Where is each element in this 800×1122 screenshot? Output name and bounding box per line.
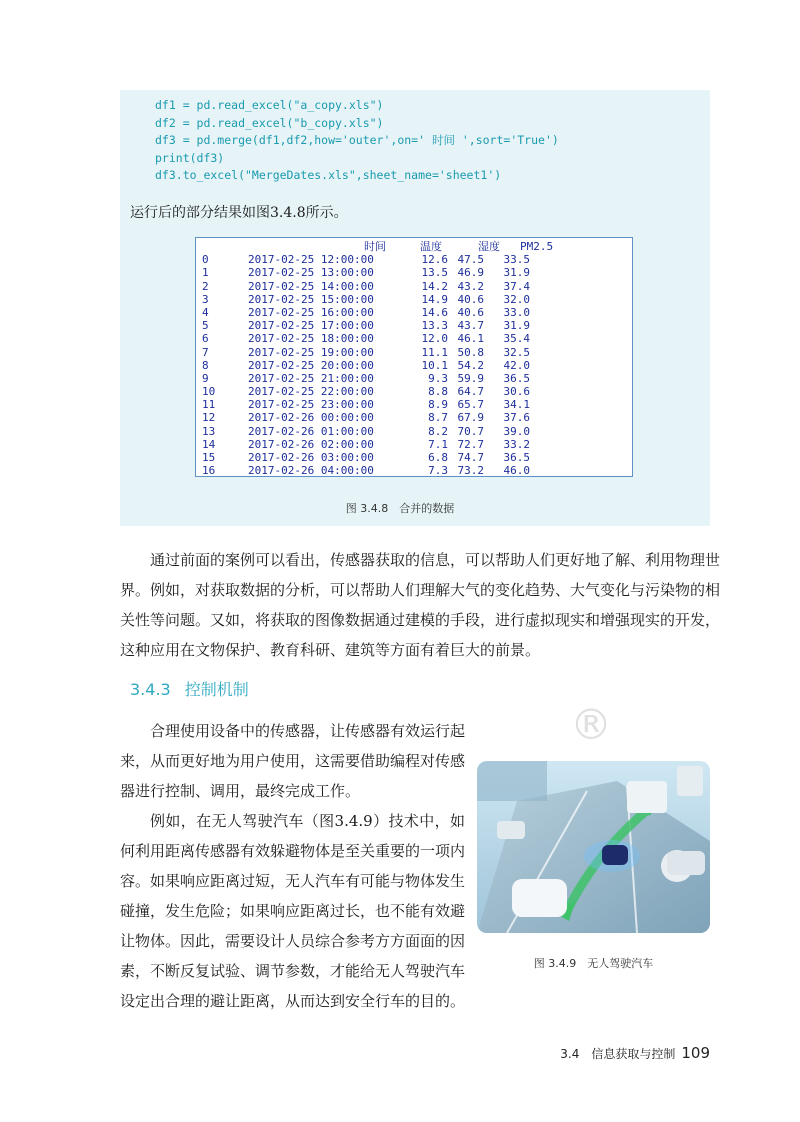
table-cell: 46.0 bbox=[503, 464, 530, 478]
table-cell: 2017-02-25 20:00:00 bbox=[248, 358, 374, 372]
footer-section-label: 3.4 信息获取与控制 bbox=[560, 1047, 676, 1061]
table-cell: 15 bbox=[202, 451, 216, 464]
table-cell: 67.9 bbox=[457, 411, 484, 425]
table-cell: 2017-02-25 15:00:00 bbox=[248, 292, 374, 306]
code-line: print(df3) bbox=[155, 150, 225, 165]
table-cell: 12.0 bbox=[421, 332, 448, 346]
table-cell: 7.3 bbox=[428, 464, 448, 478]
table-cell: 16 bbox=[202, 464, 216, 478]
table-cell: 6 bbox=[202, 332, 209, 346]
table-cell: 40.6 bbox=[457, 292, 484, 306]
table-cell: 33.5 bbox=[503, 253, 530, 267]
code-line: df2 = pd.read_excel("b_copy.xls") bbox=[155, 115, 384, 130]
table-cell: 8.2 bbox=[428, 424, 448, 438]
body-paragraph: 通过前面的案例可以看出，传感器获取的信息，可以帮助人们更好地了解、利用物理世界。例如，对获取数据的分析，可以帮助人们理解大气的变化趋势、大气变化与污染物的相关性等问题。又如，将获取的图像数据通过建模的手段，进行虚拟现实和增强现实的开发，这种应用在文物保护、教育科研、建筑等方面有着巨大的前景。 bbox=[120, 551, 721, 659]
table-cell: 2017-02-26 00:00:00 bbox=[248, 411, 374, 425]
table-cell: 2017-02-26 03:00:00 bbox=[248, 451, 374, 464]
table-cell: 2017-02-26 01:00:00 bbox=[248, 424, 374, 438]
table-cell: 33.2 bbox=[503, 437, 530, 451]
table-cell: 10 bbox=[202, 385, 216, 399]
table-cell: 73.2 bbox=[457, 464, 484, 478]
table-cell: 70.7 bbox=[457, 424, 484, 438]
code-line: df3 = pd.merge(df1,df2,how='outer',on=' 时间 ',sort='True') bbox=[155, 133, 559, 147]
table-cell: 13.3 bbox=[421, 319, 448, 333]
table-cell: 3 bbox=[202, 292, 209, 306]
figure-caption: 图 3.4.9 无人驾驶汽车 bbox=[533, 957, 654, 970]
table-cell: 50.8 bbox=[457, 345, 484, 359]
section-number: 3.4.3 bbox=[130, 680, 171, 699]
table-cell: 43.7 bbox=[457, 319, 484, 333]
figure-caption: 图 3.4.8 合并的数据 bbox=[345, 502, 455, 515]
table-cell: 74.7 bbox=[457, 451, 484, 464]
page-footer bbox=[560, 1044, 710, 1062]
road-scene-illustration bbox=[477, 761, 710, 933]
table-cell: 14.2 bbox=[421, 279, 448, 293]
table-cell: 1 bbox=[202, 266, 209, 280]
table-cell: 2017-02-25 19:00:00 bbox=[248, 345, 374, 359]
table-cell: 12 bbox=[202, 411, 216, 425]
table-cell: 5 bbox=[202, 319, 209, 333]
code-line: df1 = pd.read_excel("a_copy.xls") bbox=[155, 98, 384, 112]
table-cell: 8.8 bbox=[428, 385, 448, 399]
table-cell: 8 bbox=[202, 358, 209, 372]
header-time: 时间 bbox=[364, 240, 386, 253]
page-number: 109 bbox=[681, 1044, 710, 1062]
body-paragraph: 例如，在无人驾驶汽车（图3.4.9）技术中，如何利用距离传感器有效躲避物体是至关重要的一项内容。如果响应距离过短，无人汽车有可能与物体发生碰撞，发生危险；如果响应距离过长，也不能有效避让物体。因此，需要设计人员综合参考方方面面的因素，不断反复试验、调节参数，才能给无人驾驶汽车设定出合理的避让距离，从而达到安全行车的目的。 bbox=[120, 812, 466, 1010]
code-line: df3.to_excel("MergeDates.xls",sheet_name='sheet1') bbox=[155, 168, 502, 182]
table-cell: 2017-02-25 23:00:00 bbox=[248, 398, 374, 412]
table-cell: 2017-02-25 14:00:00 bbox=[248, 279, 374, 293]
table-cell: 39.0 bbox=[503, 424, 530, 438]
table-cell: 7.1 bbox=[428, 437, 448, 451]
table-cell: 65.7 bbox=[457, 398, 484, 412]
header-temp: 温度 bbox=[420, 240, 442, 253]
section-title: 控制机制 bbox=[184, 680, 249, 699]
table-cell: 64.7 bbox=[457, 385, 484, 399]
table-cell: 2017-02-25 22:00:00 bbox=[248, 385, 374, 399]
table-cell: 46.1 bbox=[457, 332, 484, 346]
body-paragraph: 合理使用设备中的传感器，让传感器有效运行起来，从而更好地为用户使用，这需要借助编程对传感器进行控制、调用，最终完成工作。 bbox=[120, 722, 466, 800]
table-cell: 4 bbox=[202, 305, 209, 319]
table-cell: 9.3 bbox=[428, 371, 448, 385]
table-cell: 10.1 bbox=[421, 358, 448, 372]
intro-text: 运行后的部分结果如图3.4.8所示。 bbox=[130, 205, 348, 221]
section-heading bbox=[130, 677, 249, 700]
table-cell: 11.1 bbox=[421, 345, 448, 359]
table-cell: 2017-02-25 16:00:00 bbox=[248, 305, 374, 319]
table-cell: 6.8 bbox=[428, 451, 448, 464]
table-cell: 40.6 bbox=[457, 305, 484, 319]
table-cell: 72.7 bbox=[457, 437, 484, 451]
table-cell: 33.0 bbox=[503, 305, 530, 319]
table-cell: 37.4 bbox=[503, 279, 530, 293]
table-cell: 2017-02-25 13:00:00 bbox=[248, 266, 374, 280]
table-cell: 47.5 bbox=[457, 253, 484, 267]
code-block bbox=[155, 97, 559, 185]
table-cell: 2017-02-25 17:00:00 bbox=[248, 319, 374, 333]
header-humidity: 湿度 bbox=[478, 240, 500, 253]
table-cell: 2017-02-25 18:00:00 bbox=[248, 332, 374, 346]
table-cell: 13.5 bbox=[421, 266, 448, 280]
table-cell: 0 bbox=[202, 253, 209, 267]
table-cell: 34.1 bbox=[503, 398, 530, 412]
table-cell: 2017-02-26 02:00:00 bbox=[248, 437, 374, 451]
table-cell: 2017-02-25 21:00:00 bbox=[248, 371, 374, 385]
table-cell: 46.9 bbox=[457, 266, 484, 280]
table-cell: 31.9 bbox=[503, 266, 530, 280]
table-cell: 14 bbox=[202, 437, 216, 451]
table-cell: 36.5 bbox=[503, 451, 530, 464]
table-cell: 2 bbox=[202, 279, 209, 293]
table-cell: 35.4 bbox=[503, 332, 530, 346]
table-cell: 43.2 bbox=[457, 279, 484, 293]
header-pm25: PM2.5 bbox=[520, 240, 554, 253]
table-cell: 14.6 bbox=[421, 305, 448, 319]
table-cell: 30.6 bbox=[503, 385, 530, 399]
table-cell: 32.0 bbox=[503, 292, 530, 306]
output-table bbox=[195, 237, 633, 477]
table-cell: 11 bbox=[202, 398, 216, 412]
table-cell: 8.7 bbox=[428, 411, 448, 425]
table-cell: 32.5 bbox=[503, 345, 530, 359]
table-cell: 59.9 bbox=[457, 371, 484, 385]
column-text bbox=[120, 716, 465, 1016]
table-cell: 13 bbox=[202, 424, 216, 438]
table-cell: 2017-02-25 12:00:00 bbox=[248, 253, 374, 267]
table-cell: 9 bbox=[202, 371, 209, 385]
table-cell: 14.9 bbox=[421, 292, 448, 306]
table-cell: 2017-02-26 04:00:00 bbox=[248, 464, 374, 478]
self-driving-car-image bbox=[477, 761, 710, 933]
table-cell: 37.6 bbox=[503, 411, 530, 425]
table-cell: 12.6 bbox=[421, 253, 448, 267]
table-cell: 31.9 bbox=[503, 319, 530, 333]
table-cell: 54.2 bbox=[457, 358, 484, 372]
watermark-registered-icon: ® bbox=[570, 700, 612, 749]
table-cell: 7 bbox=[202, 345, 209, 359]
table-cell: 8.9 bbox=[428, 398, 448, 412]
table-cell: 36.5 bbox=[503, 371, 530, 385]
table-cell: 42.0 bbox=[503, 358, 530, 372]
